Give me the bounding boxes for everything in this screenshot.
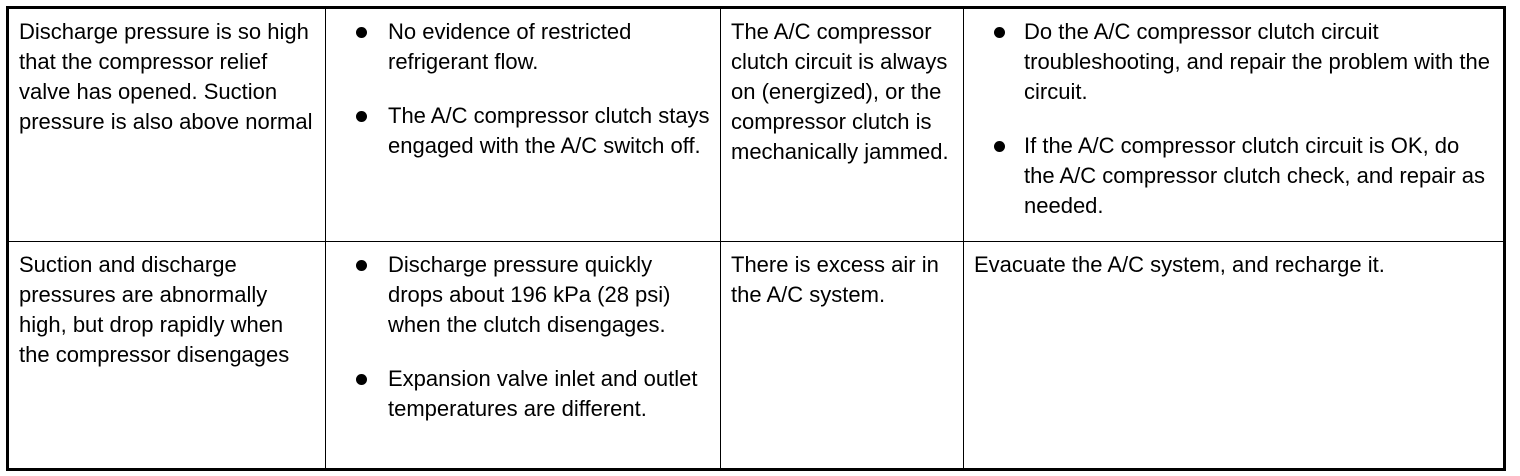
- condition-cell: [8, 242, 326, 470]
- condition-text: Suction and discharge pressures are abnormally high, but drop rapidly when the compressor disengages: [19, 252, 290, 367]
- list-item: [336, 101, 710, 161]
- symptoms-list: [336, 17, 710, 161]
- cause-cell: [721, 8, 964, 242]
- list-item: [336, 364, 710, 424]
- cause-text: The A/C compressor clutch circuit is always on (energized), or the compressor clutch is mechanically jammed.: [731, 19, 949, 164]
- remedy-text: If the A/C compressor clutch circuit is OK, do the A/C compressor clutch check, and repair as needed.: [1024, 133, 1485, 218]
- bullet-icon: [356, 111, 367, 122]
- list-item: [974, 17, 1493, 107]
- symptom-text: The A/C compressor clutch stays engaged with the A/C switch off.: [388, 103, 710, 158]
- list-item: [974, 131, 1493, 221]
- remedy-list: [974, 17, 1493, 221]
- remedy-cell: [964, 8, 1505, 242]
- condition-cell: [8, 8, 326, 242]
- symptom-text: Expansion valve inlet and outlet temperatures are different.: [388, 366, 698, 421]
- table-row: [8, 8, 1505, 242]
- bullet-icon: [356, 260, 367, 271]
- bullet-icon: [994, 27, 1005, 38]
- symptom-text: Discharge pressure quickly drops about 196 kPa (28 psi) when the clutch disengages.: [388, 252, 671, 337]
- bullet-icon: [994, 141, 1005, 152]
- troubleshooting-table: [6, 6, 1506, 471]
- symptoms-cell: [326, 8, 721, 242]
- remedy-text: Evacuate the A/C system, and recharge it.: [974, 252, 1385, 277]
- list-item: [336, 17, 710, 77]
- symptoms-cell: [326, 242, 721, 470]
- table-row: [8, 242, 1505, 470]
- remedy-text: Do the A/C compressor clutch circuit troubleshooting, and repair the problem with the circuit.: [1024, 19, 1490, 104]
- cause-text: There is excess air in the A/C system.: [731, 252, 939, 307]
- remedy-cell: [964, 242, 1505, 470]
- bullet-icon: [356, 27, 367, 38]
- bullet-icon: [356, 374, 367, 385]
- symptoms-list: [336, 250, 710, 424]
- condition-text: Discharge pressure is so high that the compressor relief valve has opened. Suction pressure is also above normal: [19, 19, 313, 134]
- cause-cell: [721, 242, 964, 470]
- symptom-text: No evidence of restricted refrigerant flow.: [388, 19, 632, 74]
- list-item: [336, 250, 710, 340]
